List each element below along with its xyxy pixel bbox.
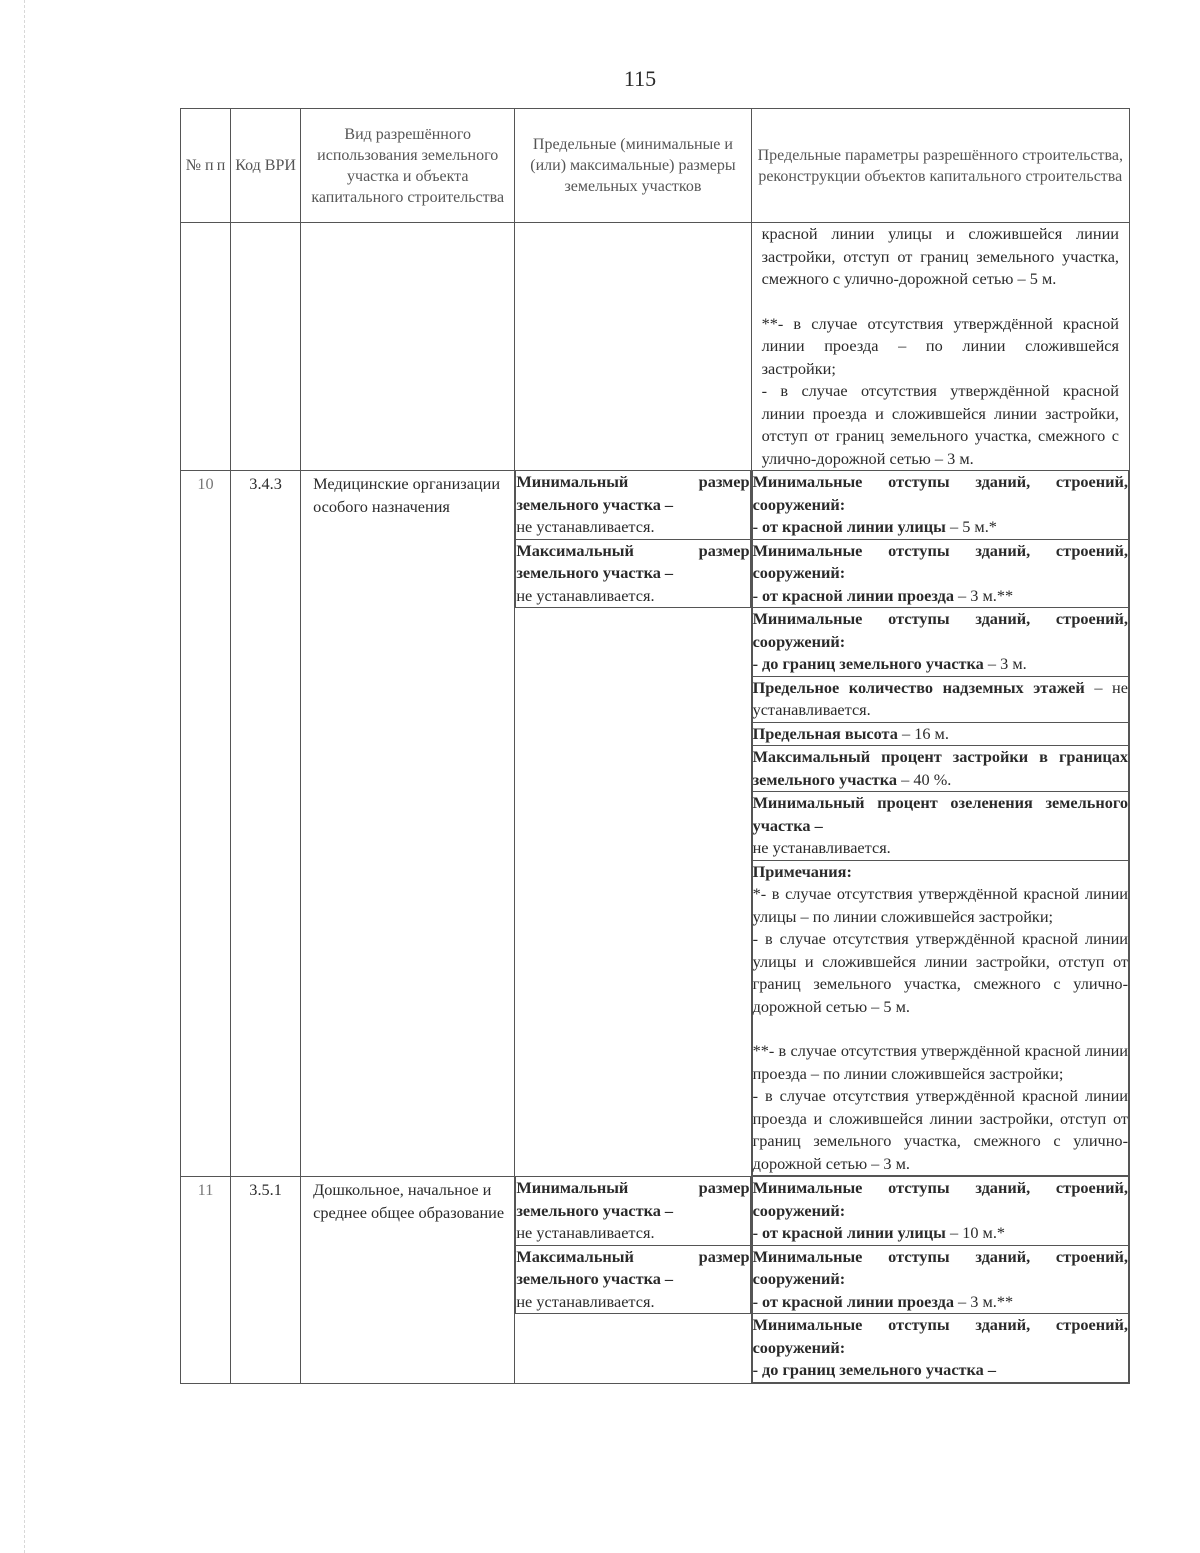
vri-code: 3.5.1 xyxy=(231,1177,301,1384)
note-1: *- в случае отсутствия утверждённой красной линии улицы – по линии сложившейся застройки; xyxy=(752,884,1128,926)
table-row-continuation xyxy=(181,223,1130,471)
note-3: **- в случае отсутствия утверждённой красной линии проезда – по линии сложившейся застройки; xyxy=(752,1041,1128,1083)
notes-title: Примечания: xyxy=(752,861,852,881)
table-row-11 xyxy=(181,1177,1130,1384)
max-plot-size: Максимальный размер земельного участка – не устанавливается. xyxy=(516,539,750,608)
header-size: Предельные (минимальные и (или) максимальные) размеры земельных участков xyxy=(515,109,751,223)
offset-street: Минимальные отступы зданий, строений, сооружений: - от красной линии улицы – 5 м.* xyxy=(752,471,1128,539)
offset-plot-border: Минимальные отступы зданий, строений, сооружений: - до границ земельного участка – xyxy=(752,1314,1128,1383)
cont-note-3: - в случае отсутствия утверждённой красной линии проезда и сложившейся линии застройки, отступ от границ земельного участка, смежного с улично-дорожной сетью – 3 м. xyxy=(761,381,1119,468)
use-kind-name: Медицинские организации особого назначения xyxy=(301,471,515,1177)
note-4: - в случае отсутствия утверждённой красной линии проезда и сложившейся линии застройки, отступ от границ земельного участка, смежного с улично-дорожной сетью – 3 м. xyxy=(752,1086,1128,1173)
regulations-table xyxy=(180,108,1130,1384)
cont-note-2: **- в случае отсутствия утверждённой красной линии проезда – по линии сложившейся застройки; xyxy=(761,313,1119,378)
plot-size-cell xyxy=(515,471,751,1177)
use-kind-name: Дошкольное, начальное и среднее общее образование xyxy=(301,1177,515,1384)
plot-size-cell xyxy=(515,1177,751,1384)
cont-note-1: красной линии улицы и сложившейся линии застройки, отступ от границ земельного участка, смежного с улично-дорожной сетью – 5 м. xyxy=(761,224,1119,288)
construction-params-cell xyxy=(751,1177,1129,1384)
continuation-notes xyxy=(751,223,1129,471)
min-plot-size: Минимальный размер земельного участка – не устанавливается. xyxy=(516,471,750,539)
row-number: 10 xyxy=(181,471,231,1177)
header-num: № п п xyxy=(181,109,231,223)
vri-code: 3.4.3 xyxy=(231,471,301,1177)
build-percent: Максимальный процент застройки в границах земельного участка – 40 %. xyxy=(752,746,1128,792)
floors-limit: Предельное количество надземных этажей – не устанавливается. xyxy=(752,676,1128,722)
page-number: 115 xyxy=(623,66,657,91)
offset-driveway: Минимальные отступы зданий, строений, сооружений: - от красной линии проезда – 3 м.** xyxy=(752,539,1128,608)
min-plot-size: Минимальный размер земельного участка – не устанавливается. xyxy=(516,1177,750,1245)
green-percent: Минимальный процент озеленения земельного участка – не устанавливается. xyxy=(752,792,1128,861)
construction-params-cell xyxy=(751,471,1129,1177)
offset-plot-border: Минимальные отступы зданий, строений, сооружений: - до границ земельного участка – 3 м. xyxy=(752,608,1128,677)
table-header-row xyxy=(181,109,1130,223)
notes xyxy=(752,860,1128,1176)
header-kind: Вид разрешённого использования земельного участка и объекта капитального строительства xyxy=(301,109,515,223)
scan-edge-line xyxy=(24,0,25,1553)
header-params: Предельные параметры разрешённого строительства, реконструкции объектов капитального строительства xyxy=(751,109,1129,223)
max-plot-size: Максимальный размер земельного участка – не устанавливается. xyxy=(516,1245,750,1314)
row-number: 11 xyxy=(181,1177,231,1384)
height-limit: Предельная высота – 16 м. xyxy=(752,722,1128,746)
header-code: Код ВРИ xyxy=(231,109,301,223)
offset-driveway: Минимальные отступы зданий, строений, сооружений: - от красной линии проезда – 3 м.** xyxy=(752,1245,1128,1314)
offset-street: Минимальные отступы зданий, строений, сооружений: - от красной линии улицы – 10 м.* xyxy=(752,1177,1128,1245)
table-row-10 xyxy=(181,471,1130,1177)
note-2: - в случае отсутствия утверждённой красной линии улицы и сложившейся линии застройки, отступ от границ земельного участка, смежного с улично-дорожной сетью – 5 м. xyxy=(752,929,1128,1016)
